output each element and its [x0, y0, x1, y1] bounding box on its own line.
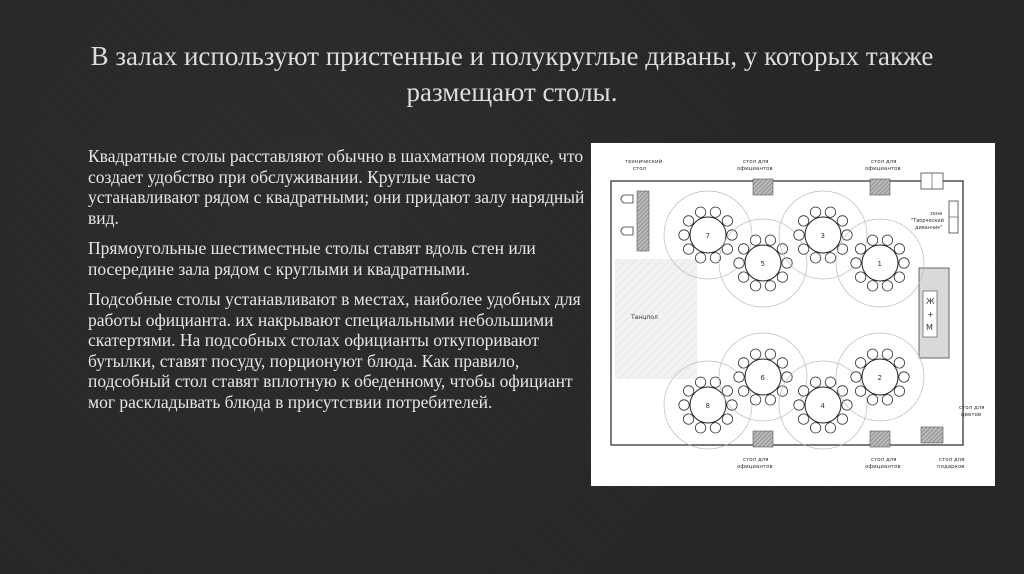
restroom-women-label: Ж — [926, 297, 935, 306]
chair-icon — [738, 272, 748, 282]
table-number: 4 — [820, 402, 825, 410]
chair-icon — [798, 244, 808, 254]
flowers-table-label-2: цветов — [961, 412, 982, 418]
paragraph-service-tables: Подсобные столы устанавливают в местах, наиболее удобных для работы официанта. их накрывают специальными небольшими скатертями. На подсобных столах официанты откупоривают бутылки, ставят посуду, порционуют блюда. Как правило, подсобный стол ставят вплотную к обеденному, чтобы официант мог раскладывать блюда в присутствии потребителей. — [88, 289, 581, 412]
chair-icon — [894, 358, 904, 368]
chair-icon — [867, 281, 877, 291]
hall-floor-plan — [591, 143, 995, 486]
chair-icon — [750, 349, 760, 359]
waiter-table-bottom-left — [753, 431, 773, 447]
chair-icon — [722, 386, 732, 396]
chair-icon — [837, 386, 847, 396]
chair-icon — [683, 244, 693, 254]
chair-icon — [825, 207, 835, 217]
chair-icon — [765, 395, 775, 405]
chair-icon — [894, 272, 904, 282]
chair-icon — [765, 349, 775, 359]
gifts-table-label-2: подарков — [937, 464, 965, 470]
chair-icon — [734, 372, 744, 382]
chair-icon — [810, 207, 820, 217]
chair-icon — [825, 377, 835, 387]
zone-label-3: диванчик" — [915, 225, 943, 231]
waiter-table-bottom-right-label-1: стол для — [871, 457, 897, 463]
chair-icon — [855, 244, 865, 254]
chair-icon — [695, 377, 705, 387]
restroom-men-label: М — [926, 323, 933, 332]
chair-icon — [810, 253, 820, 263]
table-number: 2 — [877, 374, 882, 382]
waiter-table-bottom-right-label-2: официантов — [865, 464, 901, 470]
tech-table-label-2: стол — [633, 166, 647, 172]
waiter-table-top-right — [870, 179, 890, 195]
chair-icon — [794, 400, 804, 410]
chair-icon — [710, 207, 720, 217]
chair-icon — [777, 272, 787, 282]
slide-title: В залах используют пристенные и полукруглые диваны, у которых также размещают столы. — [90, 41, 934, 107]
waiter-table-top-left-label-1: стол для — [743, 159, 769, 165]
chair-icon — [882, 281, 892, 291]
chair-icon — [750, 235, 760, 245]
chair-icon — [750, 281, 760, 291]
waiter-table-top-right-label-2: официантов — [865, 166, 901, 172]
chair-icon — [710, 423, 720, 433]
body-text — [88, 146, 586, 422]
chair-icon — [621, 227, 633, 235]
chair-icon — [722, 414, 732, 424]
restroom-plus-label: + — [927, 310, 934, 319]
chair-icon — [683, 414, 693, 424]
zone-label-2: "Творческий — [911, 218, 944, 224]
chair-icon — [837, 216, 847, 226]
chair-icon — [825, 423, 835, 433]
chair-icon — [837, 244, 847, 254]
tech-table-label-1: технический — [625, 159, 663, 165]
chair-icon — [837, 414, 847, 424]
flowers-table — [921, 427, 943, 443]
chair-icon — [683, 386, 693, 396]
round-tables — [664, 191, 924, 449]
paragraph-rectangular-tables: Прямоугольные шестиместные столы ставят вдоль стен или посередине зала рядом с круглыми и квадратными. — [88, 238, 536, 279]
tech-table — [637, 191, 649, 251]
chair-icon — [683, 216, 693, 226]
chair-icon — [738, 358, 748, 368]
table-number: 8 — [705, 402, 710, 410]
floor-plan-svg — [591, 143, 995, 486]
chair-icon — [738, 244, 748, 254]
chair-icon — [867, 235, 877, 245]
chair-icon — [894, 244, 904, 254]
chair-icon — [867, 349, 877, 359]
chair-icon — [765, 281, 775, 291]
chair-icon — [695, 423, 705, 433]
chair-icon — [851, 258, 861, 268]
chair-icon — [882, 349, 892, 359]
chair-icon — [722, 244, 732, 254]
chair-icon — [810, 423, 820, 433]
waiter-table-bottom-right — [870, 431, 890, 447]
chair-icon — [794, 230, 804, 240]
waiter-table-top-left-label-2: официантов — [737, 166, 773, 172]
chair-icon — [899, 372, 909, 382]
chair-icon — [899, 258, 909, 268]
waiter-table-top-left — [753, 179, 773, 195]
table-number: 1 — [877, 260, 882, 268]
chair-icon — [825, 253, 835, 263]
paragraph-square-tables: Квадратные столы расставляют обычно в шахматном порядке, что создает удобство при обслуживании. Круглые часто устанавливают рядом с квадратными; они придают залу нарядный вид. — [88, 146, 585, 228]
table-number: 5 — [760, 260, 765, 268]
chair-icon — [894, 386, 904, 396]
chair-icon — [750, 395, 760, 405]
chair-icon — [798, 386, 808, 396]
gifts-table-label-1: стол для — [939, 457, 965, 463]
chair-icon — [738, 386, 748, 396]
chair-icon — [777, 358, 787, 368]
chair-icon — [679, 400, 689, 410]
chair-icon — [855, 386, 865, 396]
dance-floor-label: Танцпол — [631, 314, 658, 321]
waiter-table-top-right-label-1: стол для — [871, 159, 897, 165]
chair-icon — [782, 372, 792, 382]
chair-icon — [782, 258, 792, 268]
chair-icon — [722, 216, 732, 226]
chair-icon — [679, 230, 689, 240]
flowers-table-label-1: стол для — [959, 405, 985, 411]
chair-icon — [882, 235, 892, 245]
chair-icon — [810, 377, 820, 387]
chair-icon — [734, 258, 744, 268]
chair-icon — [765, 235, 775, 245]
waiter-table-bottom-left-label-1: стол для — [743, 457, 769, 463]
chair-icon — [798, 414, 808, 424]
chair-icon — [855, 272, 865, 282]
chair-icon — [851, 372, 861, 382]
chair-icon — [867, 395, 877, 405]
table-number: 6 — [760, 374, 765, 382]
chair-icon — [621, 195, 633, 203]
chair-icon — [882, 395, 892, 405]
chair-icon — [695, 207, 705, 217]
chair-icon — [798, 216, 808, 226]
waiter-table-bottom-left-label-2: официантов — [737, 464, 773, 470]
table-number: 7 — [705, 232, 710, 240]
chair-icon — [855, 358, 865, 368]
chair-icon — [695, 253, 705, 263]
zone-label-1: зона — [930, 211, 943, 217]
table-number: 3 — [820, 232, 825, 240]
